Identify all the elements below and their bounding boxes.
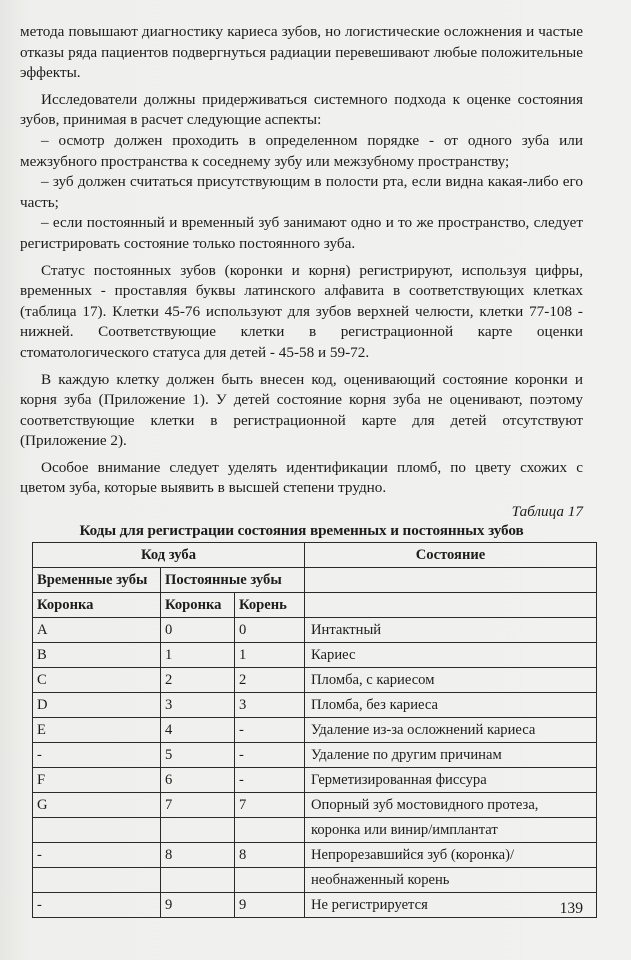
table-title: Коды для регистрации состояния временных и постоянных зубов bbox=[79, 522, 524, 540]
cell-root: - bbox=[235, 768, 305, 793]
paragraph-1: метода повышают диагностику кариеса зубов, но логистические осложнения и частые отказы ряда пациентов подвергнуться радиации перевешивают любые положительные эффекты. bbox=[20, 23, 583, 82]
cell-state: Удаление из-за осложнений кариеса bbox=[305, 718, 597, 743]
header-temporary: Временные зубы bbox=[33, 568, 161, 593]
cell-state: Удаление по другим причинам bbox=[305, 743, 597, 768]
table-row bbox=[33, 743, 597, 768]
cell-temp-crown: F bbox=[33, 768, 161, 793]
cell-state: Интактный bbox=[305, 618, 597, 643]
cell-perm-crown: 2 bbox=[161, 668, 235, 693]
cell-root: 3 bbox=[235, 693, 305, 718]
cell-root: - bbox=[235, 743, 305, 768]
table-row bbox=[33, 843, 597, 868]
page-number: 139 bbox=[559, 900, 583, 917]
cell-perm-crown: 8 bbox=[161, 843, 235, 868]
table-row bbox=[33, 768, 597, 793]
cell-root bbox=[235, 818, 305, 843]
dash-item-3: – если постоянный и временный зуб занимают одно и то же пространство, следует регистрировать состояние только постоянного зуба. bbox=[20, 214, 583, 252]
paragraph-2: Исследователи должны придерживаться системного подхода к оценке состояния зубов, принимая в расчет следующие аспекты: bbox=[20, 90, 583, 129]
header-row-1 bbox=[33, 543, 597, 568]
cell-state: Не регистрируется bbox=[305, 893, 597, 918]
cell-root: 9 bbox=[235, 893, 305, 918]
cell-state: Пломба, с кариесом bbox=[305, 668, 597, 693]
cell-state: Кариес bbox=[305, 643, 597, 668]
dash-item-1: – осмотр должен проходить в определенном порядке - от одного зуба или межзубного пространства к соседнему зубу или межзубному пространству; bbox=[20, 131, 583, 170]
codes-table bbox=[32, 542, 597, 918]
table-row bbox=[33, 893, 597, 918]
table-row bbox=[33, 643, 597, 668]
cell-temp-crown bbox=[33, 868, 161, 893]
cell-state: Пломба, без кариеса bbox=[305, 693, 597, 718]
table-row bbox=[33, 868, 597, 893]
cell-perm-crown: 1 bbox=[161, 643, 235, 668]
table-row bbox=[33, 693, 597, 718]
cell-temp-crown: E bbox=[33, 718, 161, 743]
header-state: Состояние bbox=[305, 543, 597, 568]
cell-perm-crown: 0 bbox=[161, 618, 235, 643]
cell-perm-crown: 3 bbox=[161, 693, 235, 718]
cell-temp-crown: - bbox=[33, 743, 161, 768]
table-row bbox=[33, 718, 597, 743]
cell-state: Непрорезавшийся зуб (коронка)/ bbox=[305, 843, 597, 868]
cell-perm-crown bbox=[161, 818, 235, 843]
cell-temp-crown: - bbox=[33, 893, 161, 918]
cell-temp-crown: C bbox=[33, 668, 161, 693]
header-row-3 bbox=[33, 593, 597, 618]
table-row bbox=[33, 793, 597, 818]
cell-perm-crown: 4 bbox=[161, 718, 235, 743]
cell-state-continued: необнаженный корень bbox=[305, 868, 597, 893]
table-row bbox=[33, 818, 597, 843]
header-empty bbox=[305, 593, 597, 618]
cell-perm-crown: 6 bbox=[161, 768, 235, 793]
cell-root: 7 bbox=[235, 793, 305, 818]
cell-root: 1 bbox=[235, 643, 305, 668]
table-row bbox=[33, 668, 597, 693]
header-permanent: Постоянные зубы bbox=[161, 568, 305, 593]
header-code: Код зуба bbox=[33, 543, 305, 568]
cell-perm-crown: 5 bbox=[161, 743, 235, 768]
paragraph-3: Статус постоянных зубов (коронки и корня) регистрируют, используя цифры, временных - проставляя буквы латинского алфавита в соответствующих клетках (таблица 17). Клетки 45-76 используют для зубов верхней челюсти, клетки 77-108 - нижней. Соответствующие клетки в регистрационной карте оценки стоматологического статуса для детей - 45-58 и 59-72. bbox=[20, 261, 583, 361]
cell-temp-crown: B bbox=[33, 643, 161, 668]
cell-root: - bbox=[235, 718, 305, 743]
cell-temp-crown: G bbox=[33, 793, 161, 818]
header-row-2 bbox=[33, 568, 597, 593]
cell-root: 0 bbox=[235, 618, 305, 643]
cell-root: 2 bbox=[235, 668, 305, 693]
header-root: Корень bbox=[235, 593, 305, 618]
table-caption: Таблица 17 bbox=[511, 503, 583, 521]
cell-state: Герметизированная фиссура bbox=[305, 768, 597, 793]
paragraph-4: В каждую клетку должен быть внесен код, оценивающий состояние коронки и корня зуба (Приложение 1). У детей состояние корня зуба не оценивают, поэтому соответствующие клетки в регистрационной карте для детей отсутствуют (Приложение 2). bbox=[20, 370, 583, 450]
header-crown-temp: Коронка bbox=[33, 593, 161, 618]
cell-perm-crown: 7 bbox=[161, 793, 235, 818]
dash-item-2: – зуб должен считаться присутствующим в полости рта, если видна какая-либо его часть; bbox=[20, 173, 583, 211]
cell-state-continued: коронка или винир/имплантат bbox=[305, 818, 597, 843]
header-empty bbox=[305, 568, 597, 593]
cell-state: Опорный зуб мостовидного протеза, bbox=[305, 793, 597, 818]
cell-temp-crown bbox=[33, 818, 161, 843]
cell-root: 8 bbox=[235, 843, 305, 868]
table-row bbox=[33, 618, 597, 643]
cell-perm-crown bbox=[161, 868, 235, 893]
header-crown-perm: Коронка bbox=[161, 593, 235, 618]
cell-temp-crown: D bbox=[33, 693, 161, 718]
cell-perm-crown: 9 bbox=[161, 893, 235, 918]
cell-temp-crown: - bbox=[33, 843, 161, 868]
cell-root bbox=[235, 868, 305, 893]
cell-temp-crown: A bbox=[33, 618, 161, 643]
table-body bbox=[33, 618, 597, 918]
paragraph-5: Особое внимание следует уделять идентификации пломб, по цвету схожих с цветом зуба, которые выявить в высшей степени трудно. bbox=[20, 458, 583, 497]
